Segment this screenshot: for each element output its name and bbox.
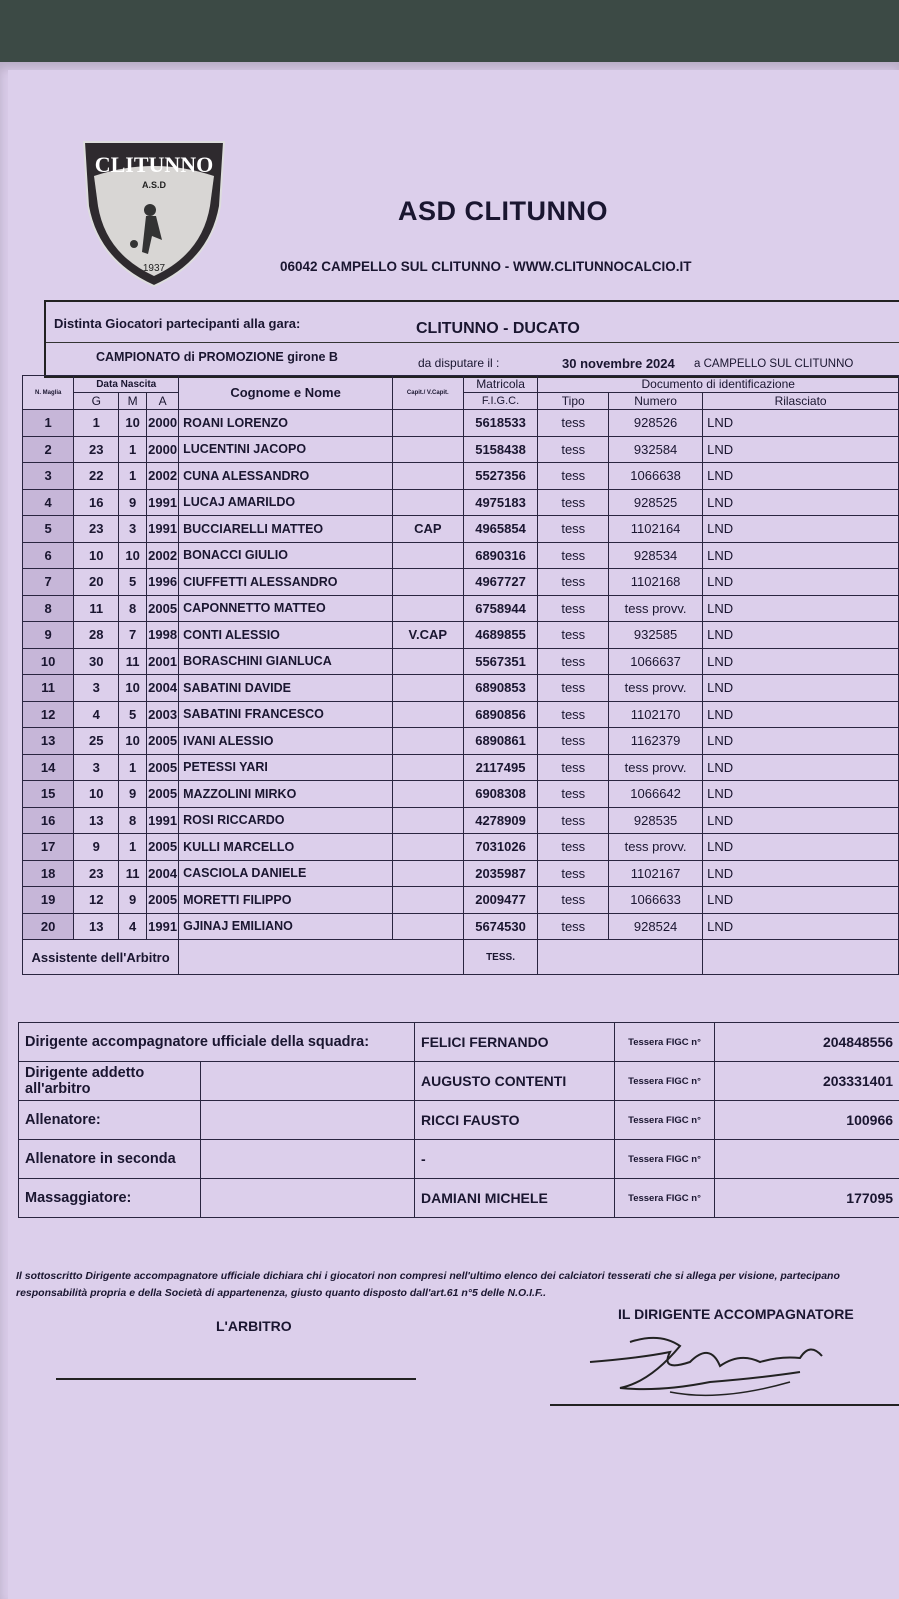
player-number: 1 [23, 410, 74, 437]
header-row [23, 376, 899, 393]
logo-sub: A.S.D [141, 180, 167, 190]
birth-day: 13 [74, 913, 119, 940]
doc-type: tess [538, 489, 609, 516]
player-name: CONTI ALESSIO [179, 622, 393, 649]
doc-number: 1162379 [609, 728, 703, 755]
referee-label: L'ARBITRO [216, 1318, 292, 1334]
staff-role: Massaggiatore: [19, 1179, 201, 1218]
player-row [23, 489, 899, 516]
manager-signature [560, 1322, 860, 1402]
birth-day: 10 [74, 542, 119, 569]
doc-issuer: LND [703, 834, 899, 861]
staff-tess: 204848556 [715, 1023, 899, 1062]
captain-mark [393, 410, 464, 437]
birth-year: 1991 [147, 807, 179, 834]
player-row [23, 701, 899, 728]
staff-name: AUGUSTO CONTENTI [415, 1062, 615, 1101]
birth-month: 9 [119, 489, 147, 516]
matricola: 5527356 [463, 463, 538, 490]
match-name: CLITUNNO - DUCATO [416, 320, 580, 337]
staff-tess-label: Tessera FIGC n° [615, 1062, 715, 1101]
doc-number: 1102170 [609, 701, 703, 728]
doc-type: tess [538, 542, 609, 569]
matricola: 6890316 [463, 542, 538, 569]
doc-issuer: LND [703, 728, 899, 755]
captain-mark: V.CAP [393, 622, 464, 649]
doc-issuer: LND [703, 595, 899, 622]
birth-day: 23 [74, 860, 119, 887]
doc-issuer: LND [703, 754, 899, 781]
player-row [23, 860, 899, 887]
player-number: 15 [23, 781, 74, 808]
birth-month: 7 [119, 622, 147, 649]
captain-mark [393, 728, 464, 755]
birth-year: 1998 [147, 622, 179, 649]
birth-year: 2005 [147, 754, 179, 781]
birth-year: 1991 [147, 489, 179, 516]
birth-year: 2002 [147, 542, 179, 569]
doc-issuer: LND [703, 489, 899, 516]
doc-number: 1102168 [609, 569, 703, 596]
captain-mark [393, 913, 464, 940]
player-row [23, 754, 899, 781]
birth-year: 2003 [147, 701, 179, 728]
doc-number: 1102167 [609, 860, 703, 887]
staff-blank [201, 1140, 415, 1179]
assistant-name-cell [179, 940, 463, 975]
player-row [23, 887, 899, 914]
birth-day: 13 [74, 807, 119, 834]
matricola: 6890861 [463, 728, 538, 755]
player-number: 20 [23, 913, 74, 940]
doc-type: tess [538, 648, 609, 675]
player-name: SABATINI FRANCESCO [179, 701, 393, 728]
player-row [23, 410, 899, 437]
doc-issuer: LND [703, 887, 899, 914]
player-row [23, 728, 899, 755]
doc-number: 932584 [609, 436, 703, 463]
doc-issuer: LND [703, 701, 899, 728]
player-row [23, 436, 899, 463]
matricola: 4278909 [463, 807, 538, 834]
matricola: 4975183 [463, 489, 538, 516]
matricola: 2035987 [463, 860, 538, 887]
doc-type: tess [538, 436, 609, 463]
player-row [23, 834, 899, 861]
doc-issuer: LND [703, 569, 899, 596]
birth-day: 11 [74, 595, 119, 622]
player-row [23, 913, 899, 940]
doc-issuer: LND [703, 913, 899, 940]
matricola: 5567351 [463, 648, 538, 675]
doc-type: tess [538, 675, 609, 702]
staff-tess-label: Tessera FIGC n° [615, 1101, 715, 1140]
col-a: A [147, 393, 179, 410]
col-number: N. Maglia [23, 376, 74, 410]
doc-number: 928534 [609, 542, 703, 569]
birth-day: 23 [74, 516, 119, 543]
doc-type: tess [538, 410, 609, 437]
declaration: Il sottoscritto Dirigente accompagnatore ufficiale dichiara chi i giocatori non compresi nell'ultimo elenco dei calciatori tesserati che si allega per visione, partecipano responsabilità propria e della Società di appartenenza, giusto quanto disposto dall'art.61 n°5 delle N.O.I.F.. [16, 1270, 840, 1299]
player-name: BONACCI GIULIO [179, 542, 393, 569]
doc-number: 928526 [609, 410, 703, 437]
player-number: 16 [23, 807, 74, 834]
doc-type: tess [538, 860, 609, 887]
doc-number: tess provv. [609, 754, 703, 781]
birth-year: 2005 [147, 834, 179, 861]
doc-issuer: LND [703, 463, 899, 490]
player-name: MAZZOLINI MIRKO [179, 781, 393, 808]
doc-number: 928524 [609, 913, 703, 940]
doc-type: tess [538, 834, 609, 861]
championship: CAMPIONATO di PROMOZIONE girone B [96, 350, 338, 364]
doc-issuer: LND [703, 648, 899, 675]
matricola: 4967727 [463, 569, 538, 596]
birth-day: 20 [74, 569, 119, 596]
doc-type: tess [538, 887, 609, 914]
birth-day: 10 [74, 781, 119, 808]
doc-issuer: LND [703, 436, 899, 463]
club-address: 06042 CAMPELLO SUL CLITUNNO - WWW.CLITUNNOCALCIO.IT [280, 259, 692, 274]
birth-month: 10 [119, 410, 147, 437]
player-row [23, 622, 899, 649]
staff-tess [715, 1140, 899, 1179]
birth-month: 5 [119, 701, 147, 728]
birth-year: 2000 [147, 436, 179, 463]
player-row [23, 675, 899, 702]
captain-mark: CAP [393, 516, 464, 543]
doc-issuer: LND [703, 410, 899, 437]
captain-mark [393, 675, 464, 702]
doc-number: 928525 [609, 489, 703, 516]
player-number: 11 [23, 675, 74, 702]
staff-row [19, 1062, 899, 1101]
doc-issuer: LND [703, 675, 899, 702]
player-name: CASCIOLA DANIELE [179, 860, 393, 887]
matricola: 2009477 [463, 887, 538, 914]
birth-month: 5 [119, 569, 147, 596]
date-label: da disputare il : [418, 356, 500, 370]
match-header-row [46, 302, 899, 343]
doc-type: tess [538, 595, 609, 622]
doc-number: tess provv. [609, 675, 703, 702]
staff-row [19, 1179, 899, 1218]
player-name: CIUFFETTI ALESSANDRO [179, 569, 393, 596]
manager-label: IL DIRIGENTE ACCOMPAGNATORE [618, 1306, 854, 1322]
doc-issuer: LND [703, 542, 899, 569]
staff-name: - [415, 1140, 615, 1179]
birth-day: 3 [74, 675, 119, 702]
logo-year: 1937 [142, 263, 166, 274]
birth-month: 1 [119, 834, 147, 861]
player-number: 13 [23, 728, 74, 755]
captain-mark [393, 648, 464, 675]
staff-table [18, 1022, 899, 1218]
doc-number: 1066637 [609, 648, 703, 675]
players-table [22, 375, 899, 975]
player-name: KULLI MARCELLO [179, 834, 393, 861]
player-row [23, 595, 899, 622]
col-numero: Numero [609, 393, 703, 410]
doc-number: 1066633 [609, 887, 703, 914]
player-number: 2 [23, 436, 74, 463]
birth-day: 12 [74, 887, 119, 914]
player-name: GJINAJ EMILIANO [179, 913, 393, 940]
staff-role: Dirigente accompagnatore ufficiale della squadra: [19, 1023, 415, 1062]
player-number: 17 [23, 834, 74, 861]
birth-year: 2004 [147, 675, 179, 702]
matricola: 4689855 [463, 622, 538, 649]
doc-number: tess provv. [609, 595, 703, 622]
captain-mark [393, 860, 464, 887]
match-date: 30 novembre 2024 [562, 356, 675, 371]
staff-tess-label: Tessera FIGC n° [615, 1023, 715, 1062]
birth-year: 2004 [147, 860, 179, 887]
referee-signature-line [56, 1378, 416, 1380]
staff-tess-label: Tessera FIGC n° [615, 1140, 715, 1179]
player-number: 14 [23, 754, 74, 781]
col-birth: Data Nascita [74, 376, 179, 393]
col-figc: F.I.G.C. [463, 393, 538, 410]
player-number: 8 [23, 595, 74, 622]
doc-issuer: LND [703, 781, 899, 808]
staff-name: FELICI FERNANDO [415, 1023, 615, 1062]
birth-day: 1 [74, 410, 119, 437]
birth-month: 10 [119, 728, 147, 755]
col-document: Documento di identificazione [538, 376, 899, 393]
player-number: 4 [23, 489, 74, 516]
birth-day: 16 [74, 489, 119, 516]
birth-month: 1 [119, 463, 147, 490]
birth-day: 28 [74, 622, 119, 649]
birth-month: 8 [119, 595, 147, 622]
staff-tess: 203331401 [715, 1062, 899, 1101]
birth-day: 22 [74, 463, 119, 490]
club-title: ASD CLITUNNO [398, 196, 608, 226]
birth-month: 3 [119, 516, 147, 543]
player-row [23, 807, 899, 834]
birth-day: 4 [74, 701, 119, 728]
birth-year: 2001 [147, 648, 179, 675]
assistant-row [23, 940, 899, 975]
doc-issuer: LND [703, 516, 899, 543]
player-name: CUNA ALESSANDRO [179, 463, 393, 490]
doc-type: tess [538, 622, 609, 649]
player-number: 7 [23, 569, 74, 596]
captain-mark [393, 701, 464, 728]
birth-month: 1 [119, 754, 147, 781]
captain-mark [393, 595, 464, 622]
player-name: MORETTI FILIPPO [179, 887, 393, 914]
captain-mark [393, 463, 464, 490]
matricola: 6758944 [463, 595, 538, 622]
player-name: ROSI RICCARDO [179, 807, 393, 834]
matricola: 7031026 [463, 834, 538, 861]
player-name: SABATINI DAVIDE [179, 675, 393, 702]
col-rilasciato: Rilasciato [703, 393, 899, 410]
birth-year: 2002 [147, 463, 179, 490]
assistant-label: Assistente dell'Arbitro [23, 940, 179, 975]
doc-issuer: LND [703, 622, 899, 649]
doc-type: tess [538, 516, 609, 543]
player-name: CAPONNETTO MATTEO [179, 595, 393, 622]
col-g: G [74, 393, 119, 410]
matricola: 6908308 [463, 781, 538, 808]
birth-year: 1996 [147, 569, 179, 596]
assistant-doc-cell [538, 940, 703, 975]
captain-mark [393, 436, 464, 463]
doc-type: tess [538, 781, 609, 808]
col-m: M [119, 393, 147, 410]
birth-day: 23 [74, 436, 119, 463]
col-captain: Capit./ V.Capit. [393, 376, 464, 410]
doc-number: 932585 [609, 622, 703, 649]
doc-number: 1102164 [609, 516, 703, 543]
matricola: 2117495 [463, 754, 538, 781]
club-logo [80, 136, 228, 290]
captain-mark [393, 834, 464, 861]
doc-type: tess [538, 807, 609, 834]
col-matricola: Matricola [463, 376, 538, 393]
birth-year: 1991 [147, 913, 179, 940]
assistant-tess: TESS. [463, 940, 538, 975]
col-name: Cognome e Nome [179, 376, 393, 410]
staff-blank [201, 1101, 415, 1140]
player-name: LUCAJ AMARILDO [179, 489, 393, 516]
captain-mark [393, 887, 464, 914]
doc-number: tess provv. [609, 834, 703, 861]
doc-number: 928535 [609, 807, 703, 834]
doc-number: 1066642 [609, 781, 703, 808]
player-number: 18 [23, 860, 74, 887]
staff-tess-label: Tessera FIGC n° [615, 1179, 715, 1218]
player-name: BORASCHINI GIANLUCA [179, 648, 393, 675]
doc-type: tess [538, 569, 609, 596]
birth-year: 2000 [147, 410, 179, 437]
birth-month: 10 [119, 542, 147, 569]
col-tipo: Tipo [538, 393, 609, 410]
doc-issuer: LND [703, 807, 899, 834]
player-number: 19 [23, 887, 74, 914]
player-number: 5 [23, 516, 74, 543]
matricola: 5158438 [463, 436, 538, 463]
matricola: 5618533 [463, 410, 538, 437]
matricola: 5674530 [463, 913, 538, 940]
captain-mark [393, 489, 464, 516]
matricola: 6890853 [463, 675, 538, 702]
player-row [23, 648, 899, 675]
player-name: IVANI ALESSIO [179, 728, 393, 755]
staff-name: DAMIANI MICHELE [415, 1179, 615, 1218]
player-name: BUCCIARELLI MATTEO [179, 516, 393, 543]
doc-number: 1066638 [609, 463, 703, 490]
birth-month: 11 [119, 648, 147, 675]
staff-role: Allenatore in seconda [19, 1140, 201, 1179]
logo-text: CLITUNNO [94, 152, 214, 177]
player-number: 6 [23, 542, 74, 569]
match-header [44, 300, 899, 378]
player-name: LUCENTINI JACOPO [179, 436, 393, 463]
player-row [23, 781, 899, 808]
birth-month: 4 [119, 913, 147, 940]
player-row [23, 542, 899, 569]
doc-type: tess [538, 463, 609, 490]
player-name: ROANI LORENZO [179, 410, 393, 437]
doc-type: tess [538, 913, 609, 940]
birth-day: 9 [74, 834, 119, 861]
birth-month: 9 [119, 781, 147, 808]
birth-month: 1 [119, 436, 147, 463]
staff-role: Allenatore: [19, 1101, 201, 1140]
staff-name: RICCI FAUSTO [415, 1101, 615, 1140]
staff-blank [201, 1179, 415, 1218]
captain-mark [393, 807, 464, 834]
captain-mark [393, 542, 464, 569]
player-number: 3 [23, 463, 74, 490]
manager-signature-line [550, 1404, 899, 1406]
player-row [23, 463, 899, 490]
doc-issuer: LND [703, 860, 899, 887]
doc-type: tess [538, 754, 609, 781]
birth-year: 2005 [147, 887, 179, 914]
staff-blank [201, 1062, 415, 1101]
staff-tess: 177095 [715, 1179, 899, 1218]
doc-type: tess [538, 701, 609, 728]
staff-role: Dirigente addetto all'arbitro [19, 1062, 201, 1101]
doc-type: tess [538, 728, 609, 755]
birth-year: 2005 [147, 728, 179, 755]
list-label: Distinta Giocatori partecipanti alla gara: [54, 316, 301, 331]
birth-year: 2005 [147, 595, 179, 622]
birth-day: 30 [74, 648, 119, 675]
birth-month: 10 [119, 675, 147, 702]
player-number: 12 [23, 701, 74, 728]
staff-row [19, 1101, 899, 1140]
captain-mark [393, 781, 464, 808]
player-name: PETESSI YARI [179, 754, 393, 781]
captain-mark [393, 569, 464, 596]
match-place: a CAMPELLO SUL CLITUNNO [694, 358, 854, 370]
staff-row [19, 1140, 899, 1179]
assistant-ril-cell [703, 940, 899, 975]
birth-month: 8 [119, 807, 147, 834]
birth-month: 9 [119, 887, 147, 914]
player-number: 10 [23, 648, 74, 675]
birth-year: 1991 [147, 516, 179, 543]
captain-mark [393, 754, 464, 781]
player-number: 9 [23, 622, 74, 649]
matricola: 4965854 [463, 516, 538, 543]
staff-tess: 100966 [715, 1101, 899, 1140]
staff-row [19, 1023, 899, 1062]
matricola: 6890856 [463, 701, 538, 728]
birth-year: 2005 [147, 781, 179, 808]
birth-month: 11 [119, 860, 147, 887]
player-row [23, 516, 899, 543]
birth-day: 3 [74, 754, 119, 781]
birth-day: 25 [74, 728, 119, 755]
player-row [23, 569, 899, 596]
